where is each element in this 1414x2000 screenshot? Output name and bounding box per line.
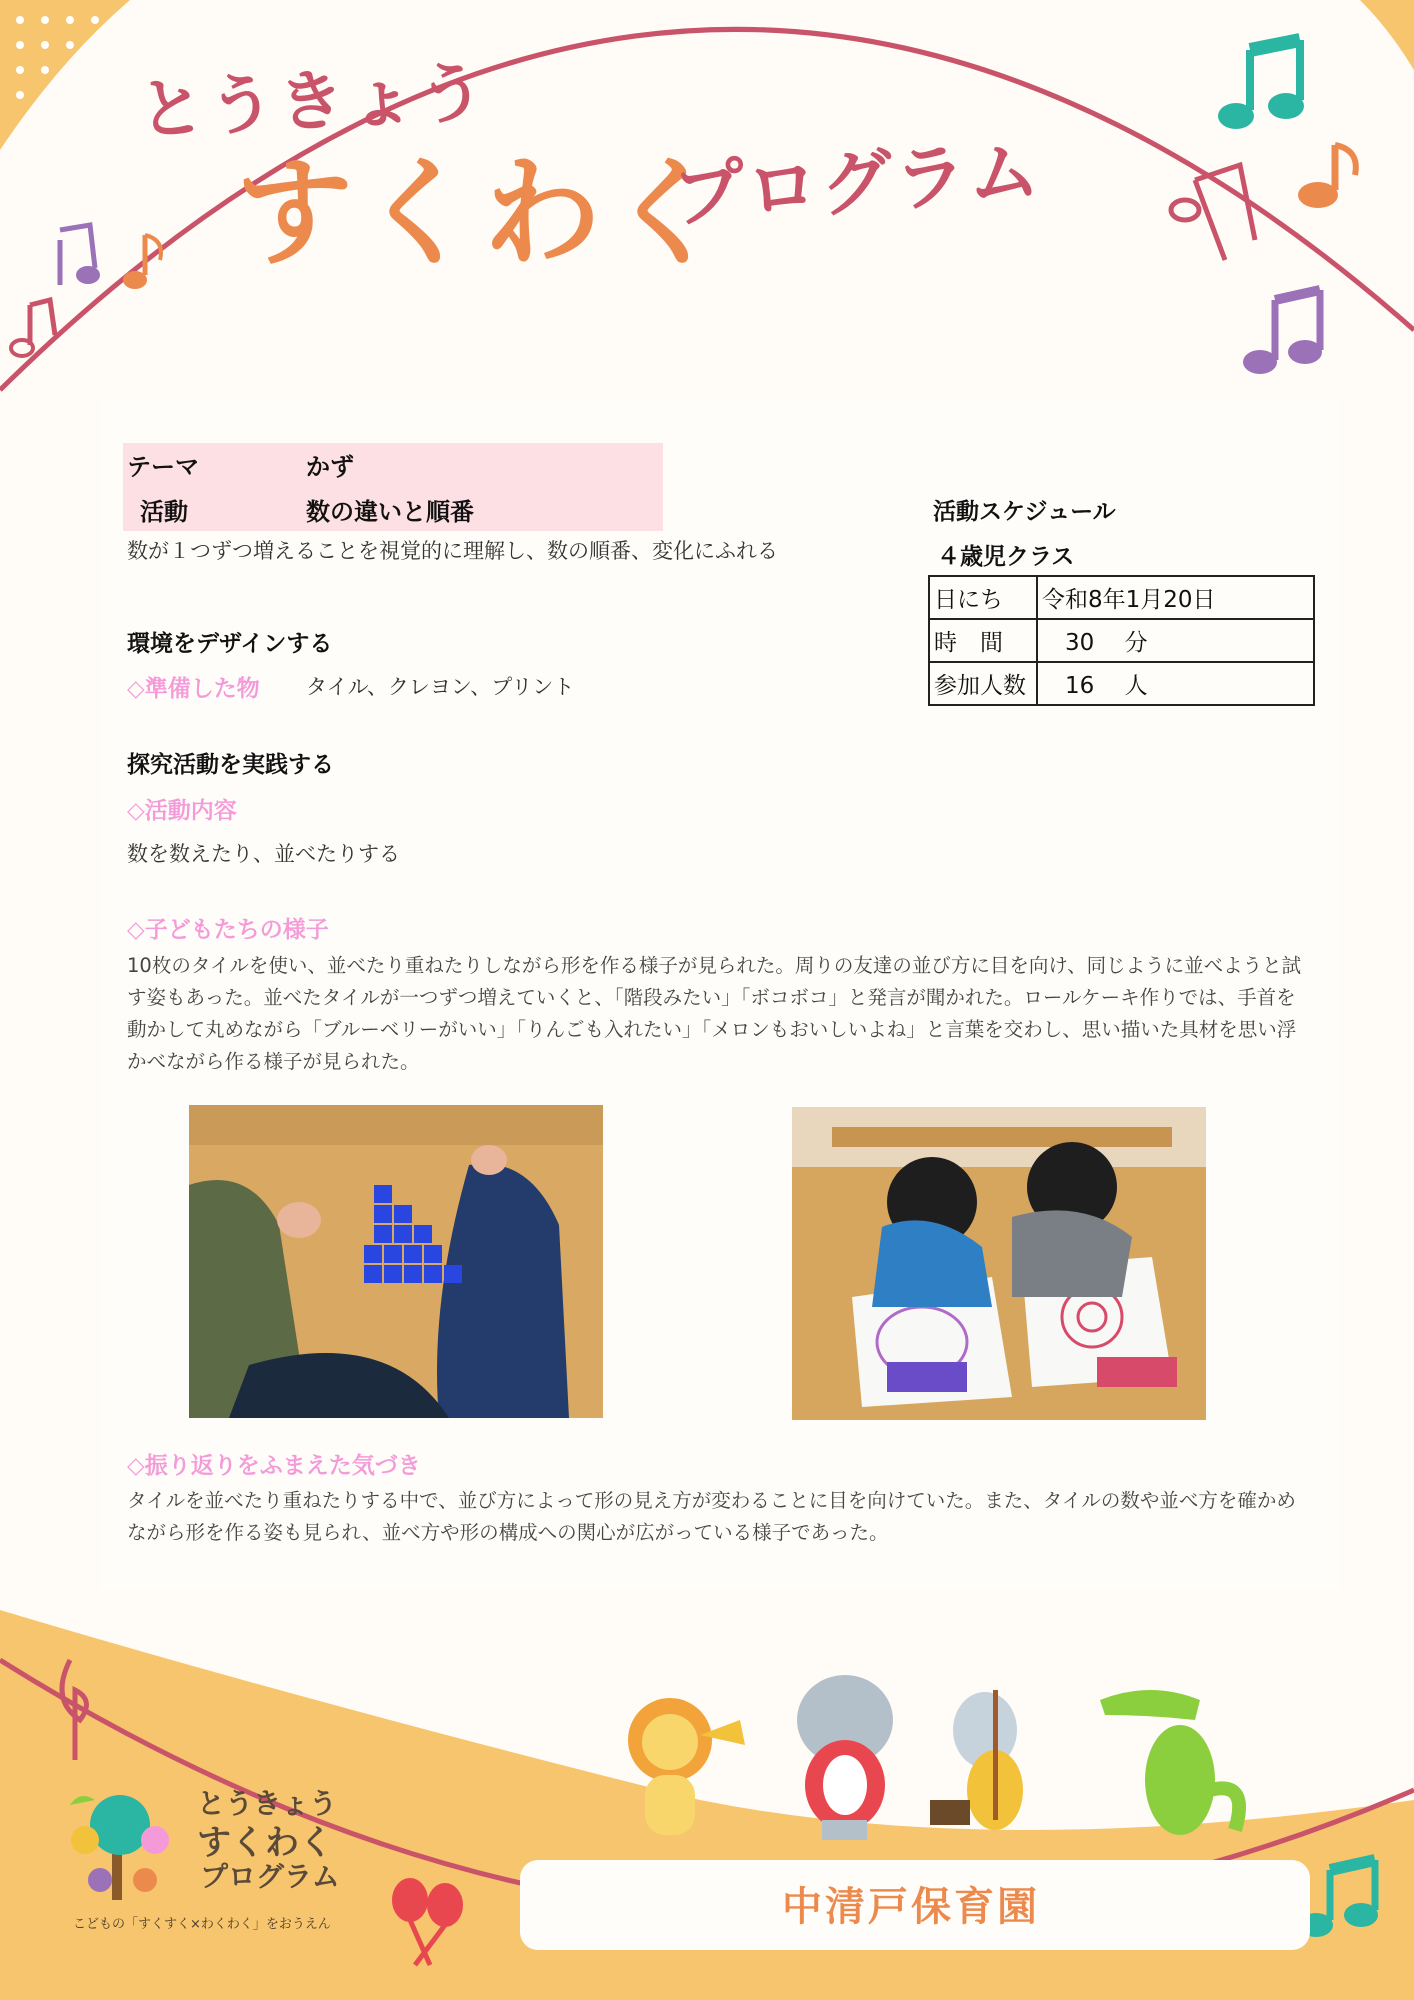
schedule-class: ４歳児クラス bbox=[937, 544, 1075, 570]
logo-line3: プログラム bbox=[200, 1860, 340, 1893]
reflection-text: タイルを並べたり重ねたりする中で、並び方によって形の見え方が変わることに目を向けていた。また、タイルの数や並べ方を確かめながら形を作る姿も見られ、並べ方や形の構成への関心が広がっている様子であった。 bbox=[127, 1489, 1296, 1544]
nursery-name: 中清戸保育園 bbox=[782, 1884, 1040, 1930]
title-sub: プログラム bbox=[669, 128, 1045, 238]
title-line1: とうきょう bbox=[136, 53, 491, 150]
activity-value: 数の違いと順番 bbox=[306, 498, 474, 526]
schedule-value: 16 人 bbox=[1037, 662, 1314, 705]
reflection-label: ◇振り返りをふまえた気づき bbox=[127, 1453, 421, 1479]
children-text: 10枚のタイルを使い、並べたり重ねたりしながら形を作る様子が見られた。周りの友達の並び方に目を向け、同じように並べようと試す姿もあった。並べたタイルが一つずつ増えていくと、「階段みたい」「ボコボコ」と発言が聞かれた。ロールケーキ作りでは、手首を動かして丸めながら「ブルーベリーがいい」「りんごも入れたい」「メロンもおいしいよね」と言葉を交わし、思い描いた具材を思い浮かべながら作る様子が見られた。 bbox=[127, 954, 1302, 1073]
children-label: ◇子どもたちの様子 bbox=[127, 917, 329, 943]
prepared-value: タイル、クレヨン、プリント bbox=[306, 675, 575, 699]
schedule-key: 参加人数 bbox=[929, 662, 1037, 705]
schedule-key: 日にち bbox=[929, 576, 1037, 619]
exploration-heading: 探究活動を実践する bbox=[127, 752, 334, 778]
schedule-heading: 活動スケジュール bbox=[933, 499, 1116, 525]
activity-label: 活動 bbox=[140, 498, 188, 526]
logo-tagline: こどもの「すくすく×わくわく」をおうえん bbox=[73, 1917, 331, 1932]
theme-label: テーマ bbox=[127, 453, 199, 481]
crocodile-illustration bbox=[1100, 1690, 1239, 1835]
schedule-row bbox=[929, 576, 1314, 619]
bird-bass-illustration bbox=[930, 1690, 1023, 1830]
title-main: すくわく bbox=[235, 144, 732, 282]
theme-value: かず bbox=[306, 453, 354, 481]
environment-heading: 環境をデザインする bbox=[127, 631, 333, 657]
music-note-icon bbox=[1218, 40, 1304, 129]
schedule-key: 時 間 bbox=[929, 619, 1037, 662]
schedule-row bbox=[929, 619, 1314, 662]
prepared-label: ◇準備した物 bbox=[127, 676, 260, 702]
theme-description: 数が１つずつ増えることを視覚的に理解し、数の順番、変化にふれる bbox=[127, 539, 778, 563]
photo-drawing bbox=[792, 1107, 1206, 1420]
logo-line2: すくわく bbox=[197, 1823, 333, 1863]
content-value: 数を数えたり、並べたりする bbox=[127, 842, 400, 866]
logo-line1: とうきょう bbox=[197, 1787, 338, 1820]
content-label: ◇活動内容 bbox=[127, 798, 237, 824]
photo-tiles bbox=[189, 1105, 603, 1418]
elephant-illustration bbox=[797, 1675, 893, 1840]
schedule-row bbox=[929, 662, 1314, 705]
schedule-value: 30 分 bbox=[1037, 619, 1314, 662]
schedule-value: 令和8年1月20日 bbox=[1037, 576, 1314, 619]
schedule-table bbox=[928, 575, 1315, 706]
